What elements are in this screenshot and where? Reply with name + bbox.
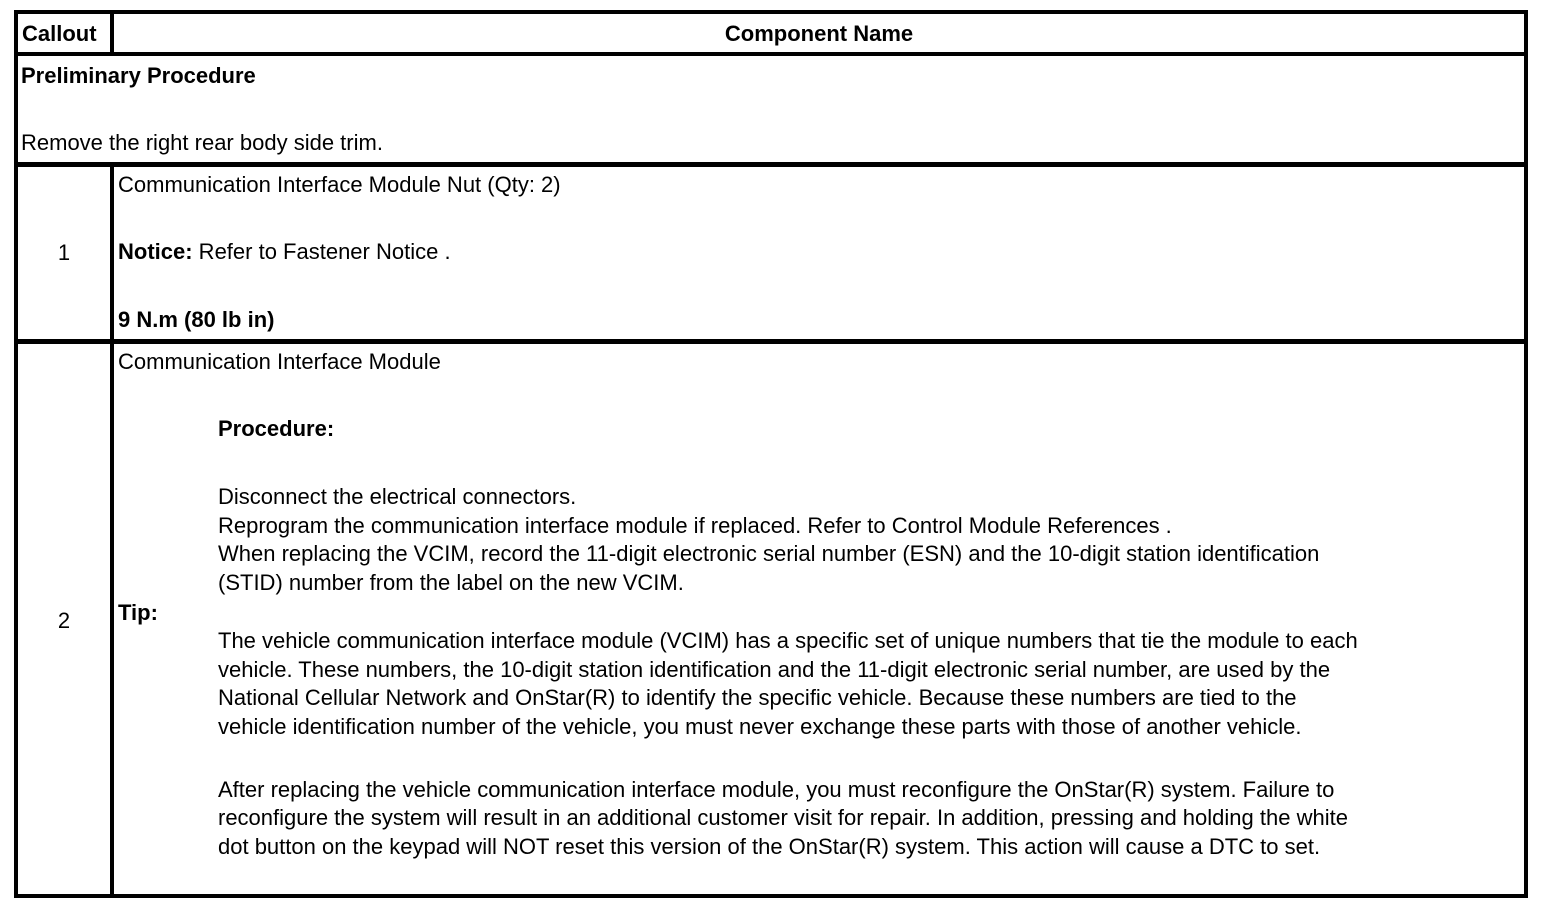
row1-divider <box>18 339 1524 344</box>
row1-callout: 1 <box>57 240 71 265</box>
row1-torque: 9 N.m (80 lb in) <box>118 307 275 332</box>
component-table <box>14 10 1528 898</box>
procedure-step-1: Disconnect the electrical connectors. <box>218 484 577 509</box>
tip-para1-line4: vehicle identification number of the vehicle, you must never exchange these parts with those of another vehicle. <box>218 714 1302 739</box>
procedure-step-3-cont: (STID) number from the label on the new VCIM. <box>218 570 684 595</box>
preliminary-divider <box>18 162 1524 167</box>
preliminary-heading: Preliminary Procedure <box>21 63 256 88</box>
header-divider <box>18 52 1524 56</box>
tip-para2-line1: After replacing the vehicle communication interface module, you must reconfigure the OnStar(R) system. Failure to <box>218 777 1335 802</box>
tip-para1-line2: vehicle. These numbers, the 10-digit station identification and the 11-digit electronic serial number, are used by the <box>218 657 1331 682</box>
procedure-step-2: Reprogram the communication interface module if replaced. Refer to Control Module References . <box>218 513 1172 538</box>
tip-para2-line2: reconfigure the system will result in an additional customer visit for repair. In addition, pressing and holding the white <box>218 805 1348 830</box>
row1-title: Communication Interface Module Nut (Qty: 2) <box>118 172 561 197</box>
procedure-label: Procedure: <box>218 416 335 441</box>
preliminary-text: Remove the right rear body side trim. <box>21 130 383 155</box>
tip-para1-line3: National Cellular Network and OnStar(R) to identify the specific vehicle. Because these numbers are tied to the <box>218 685 1297 710</box>
row1-notice <box>118 237 451 266</box>
tip-para1-line1: The vehicle communication interface module (VCIM) has a specific set of unique numbers that tie the module to each <box>218 628 1358 653</box>
row2-title: Communication Interface Module <box>118 349 441 374</box>
notice-text: Refer to Fastener Notice . <box>192 239 451 264</box>
header-component-name: Component Name <box>724 21 914 46</box>
tip-label: Tip: <box>118 600 158 625</box>
tip-para2-line3: dot button on the keypad will NOT reset this version of the OnStar(R) system. This action will cause a DTC to set. <box>218 834 1321 859</box>
row2-callout: 2 <box>57 608 71 633</box>
callout-column-divider-bottom <box>110 162 114 894</box>
header-callout: Callout <box>22 21 97 46</box>
notice-label: Notice: <box>118 239 193 264</box>
procedure-step-3: When replacing the VCIM, record the 11-digit electronic serial number (ESN) and the 10-digit station identification <box>218 541 1320 566</box>
